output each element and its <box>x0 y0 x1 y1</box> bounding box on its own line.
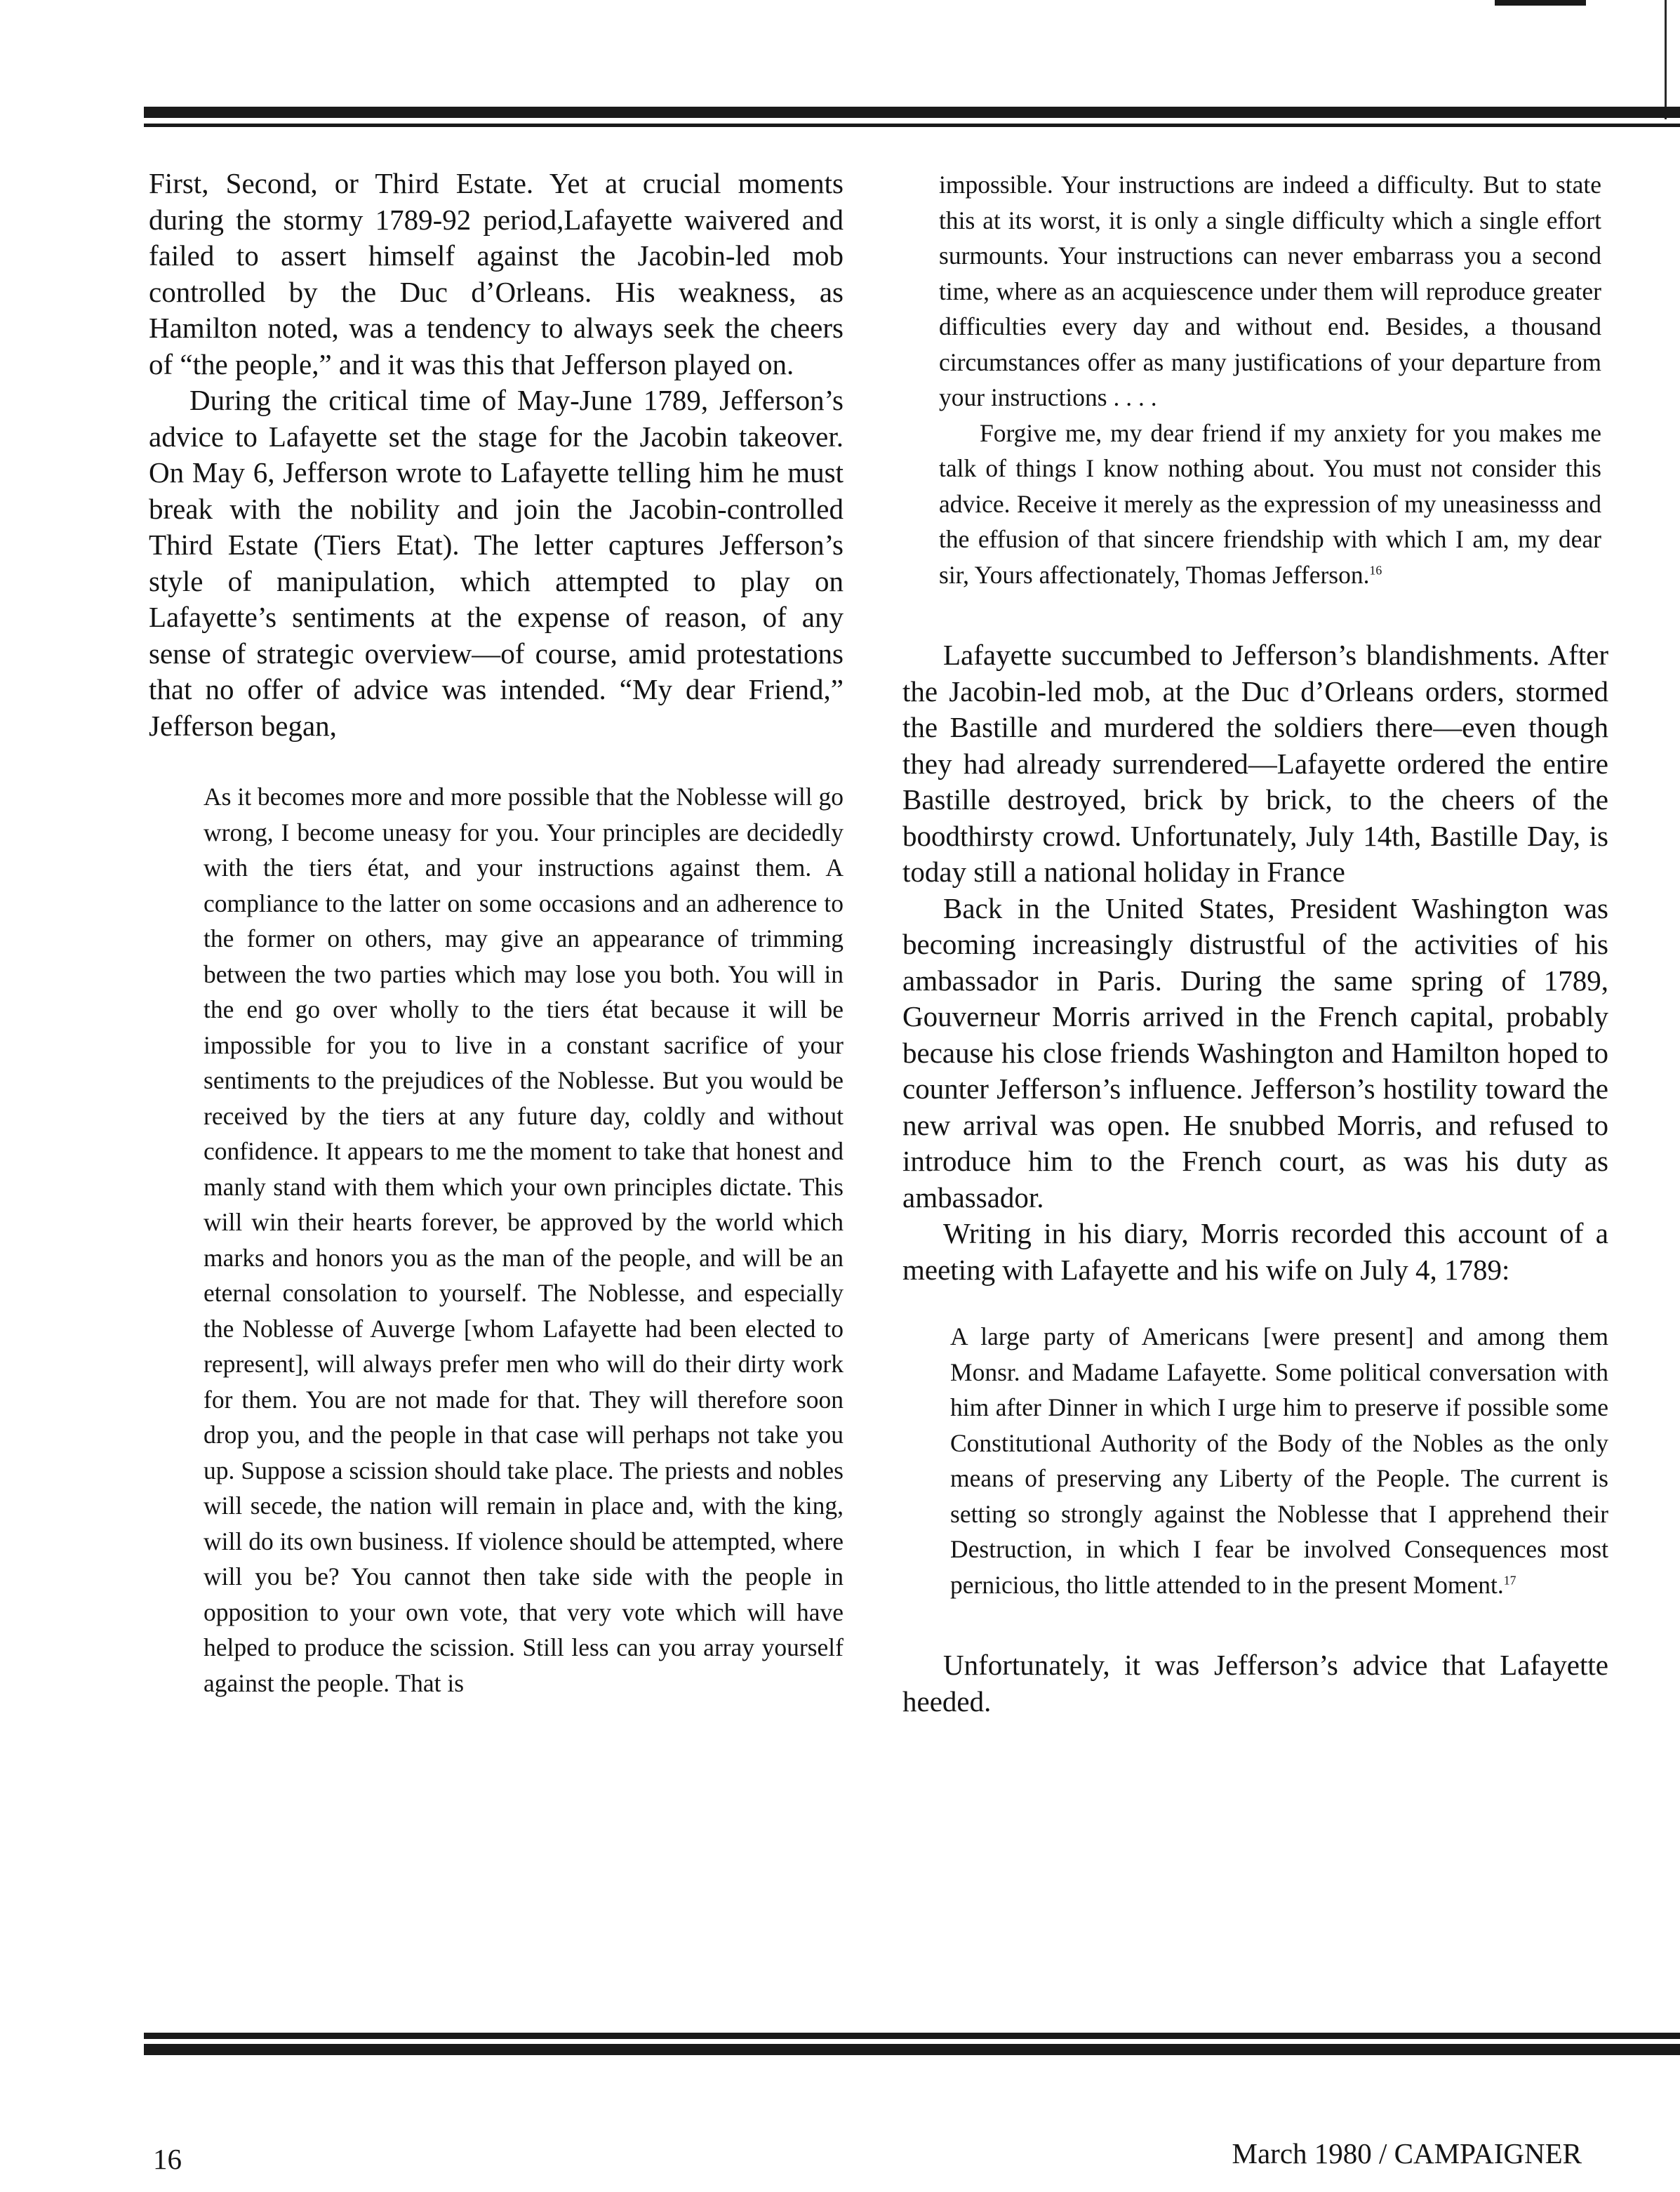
right-column <box>902 167 1608 1720</box>
footer-rule-thin <box>144 2033 1680 2039</box>
morris-diary-quote <box>902 1319 1608 1602</box>
morris-quote-text: A large party of Americans [were present] and among them Monsr. and Madame Lafayette. Some political conversation with him after Dinner in which I urge him to preserve if possible some Constitutional Authority of the Body of the Nobles as the only means of preserving any Liberty of the People. The current is setting so strongly against the Noblesse that I apprehend their Destruction, in which I fear be involved Consequences most pernicious, tho little attended to in the present Moment. <box>950 1322 1608 1599</box>
paragraph-5: Writing in his diary, Morris recorded this account of a meeting with Lafayette and his wife on July 4, 1789: <box>902 1217 1608 1286</box>
publication-line: March 1980 / CAMPAIGNER <box>1232 2137 1582 2170</box>
corner-mark <box>1495 0 1586 6</box>
header-rule-thick <box>144 107 1680 118</box>
paragraph-3: Lafayette succumbed to Jefferson’s blandishments. After the Jacobin-led mob, at the Duc d’Orleans orders, stormed the Bastille and murdered the soldiers there—even though they had already surrendered—Lafayette ordered the entire Bastille destroyed, brick by brick, to the cheers of the boodthirsty crowd. Unfortunately, July 14th, Bastille Day, is today still a national holiday in France <box>902 639 1608 888</box>
footnote-17: 17 <box>1503 1573 1516 1588</box>
jefferson-letter-closing <box>902 416 1608 593</box>
paragraph-1: First, Second, or Third Estate. Yet at crucial moments during the stormy 1789-92 period,Lafayette waivered and failed to assert himself against the Jacobin-led mob controlled by the Duc d’Orleans. His weakness, as Hamilton noted, was a tendency to always seek the cheers of “the people,” and it was this that Jefferson played on. <box>149 167 844 380</box>
left-column <box>149 166 844 1701</box>
footer-rule-thick <box>144 2044 1680 2055</box>
paragraph-4: Back in the United States, President Washington was becoming increasingly distrustful of the activities of his ambassador in Paris. During the same spring of 1789, Gouverneur Morris arrived in the French capital, probably because his close friends Washington and Hamilton hoped to counter Jefferson’s influence. Jefferson’s hostility toward the new arrival was open. He snubbed Morris, and refused to introduce him to the French court, as was his duty as ambassador. <box>902 891 1608 1214</box>
footnote-16: 16 <box>1369 563 1382 578</box>
jefferson-letter-quote: As it becomes more and more possible that the Noblesse will go wrong, I become uneasy for you. Your principles are decidedly with the tiers état, and your instructions against them. A compliance to the latter on some occasions and an adherence to the former on others, may give an appearance of trimming between the two parties which may lose you both. You will in the end go over wholly to the tiers état because it will be impossible for you to live in a constant sacrifice of your sentiments to the prejudices of the Noblesse. But you would be received by the tiers at any future day, coldly and without confidence. It appears to me the moment to take that honest and manly stand with them which your own principles dictate. This will win their hearts forever, be approved by the world which marks and honors you as the man of the people, and will be an eternal consolation to yourself. The Noblesse, and especially the Noblesse of Auverge [whom Lafayette had been elected to represent], will always prefer men who will do their dirty work for them. You are not made for that. They will therefore soon drop you, and the people in that case will perhaps not take you up. Suppose a scission should take place. The priests and nobles will secede, the nation will remain in place and, with the king, will do its own business. If violence should be attempted, where will you be? You cannot then take side with the people in opposition to your own vote, that very vote which will have helped to produce the scission. Still less can you array yourself against the people. That is <box>204 783 844 1697</box>
closing-text: Forgive me, my dear friend if my anxiety for you makes me talk of things I know nothing about. You must not consider this advice. Receive it merely as the expression of my uneasinesss and the effusion of that sincere friendship with which I am, my dear sir, Yours affectionately, Thomas Jefferson. <box>939 418 1601 589</box>
jefferson-letter-quote-continued: impossible. Your instructions are indeed a difficulty. But to state this at its worst, it is only a single difficulty which a single effort surmounts. Your instructions can never embarrass you a second time, where as an acquiescence under them will reproduce greater difficulties every day and without end. Besides, a thousand circumstances offer as many justifications of your departure from your instructions . . . . <box>939 171 1601 411</box>
page-edge-line <box>1665 0 1667 119</box>
page-number: 16 <box>153 2143 182 2175</box>
paragraph-2: During the critical time of May-June 1789, Jefferson’s advice to Lafayette set the stage for the Jacobin takeover. On May 6, Jefferson wrote to Lafayette telling him he must break with the nobility and join the Jacobin-controlled Third Estate (Tiers Etat). The letter captures Jefferson’s style of manipulation, which attempted to play on Lafayette’s sentiments at the expense of reason, of any sense of strategic overview—of course, amid protestations that no offer of advice was intended. “My dear Friend,” Jefferson began, <box>149 384 844 742</box>
header-rule-thin <box>144 124 1680 127</box>
paragraph-6: Unfortunately, it was Jefferson’s advice that Lafayette heeded. <box>902 1649 1608 1718</box>
